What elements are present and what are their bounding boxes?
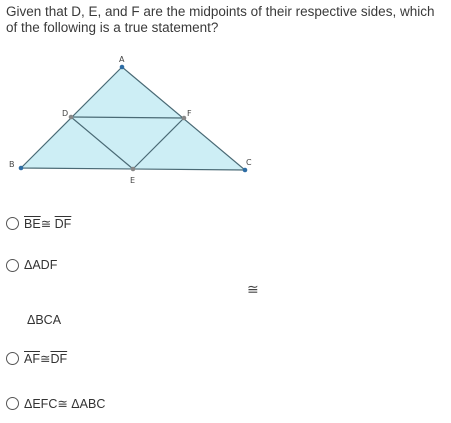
choice-4-label: ΔEFC≅ ΔABC [24,397,106,411]
choice-3[interactable] [6,351,67,366]
choice-1[interactable] [6,216,71,231]
radio-button-4[interactable] [6,397,19,410]
label-b: B [9,160,15,169]
choice-4[interactable] [6,396,105,411]
point-d [69,115,74,120]
point-e [131,167,136,172]
triangle-abc [21,67,245,170]
choice-3-label: $\overline{AF}≅\overline{DF}$ [24,352,68,366]
choice-2-continuation: ΔBCA [27,313,62,327]
label-d: D [62,109,69,118]
label-a: A [119,55,125,64]
point-a [120,65,125,70]
choice-2[interactable] [6,258,57,272]
radio-button-1[interactable] [6,217,19,230]
point-b [19,166,24,171]
point-f [182,116,187,121]
congruence-symbol: ≅ [247,281,259,297]
triangle-figure [0,0,451,200]
radio-button-3[interactable] [6,352,19,365]
label-f: F [187,109,192,118]
label-e: E [130,176,136,185]
label-c: C [246,158,252,167]
radio-button-2[interactable] [6,259,19,272]
question-text: Given that D, E, and F are the midpoints of their respective sides, which of the following is a true statement? [6,4,435,35]
point-c [243,168,248,173]
choice-2-label: ΔADF [24,258,58,272]
choice-1-label: $\overline{BE}≅$ $\overline{DF}$ [24,217,72,231]
